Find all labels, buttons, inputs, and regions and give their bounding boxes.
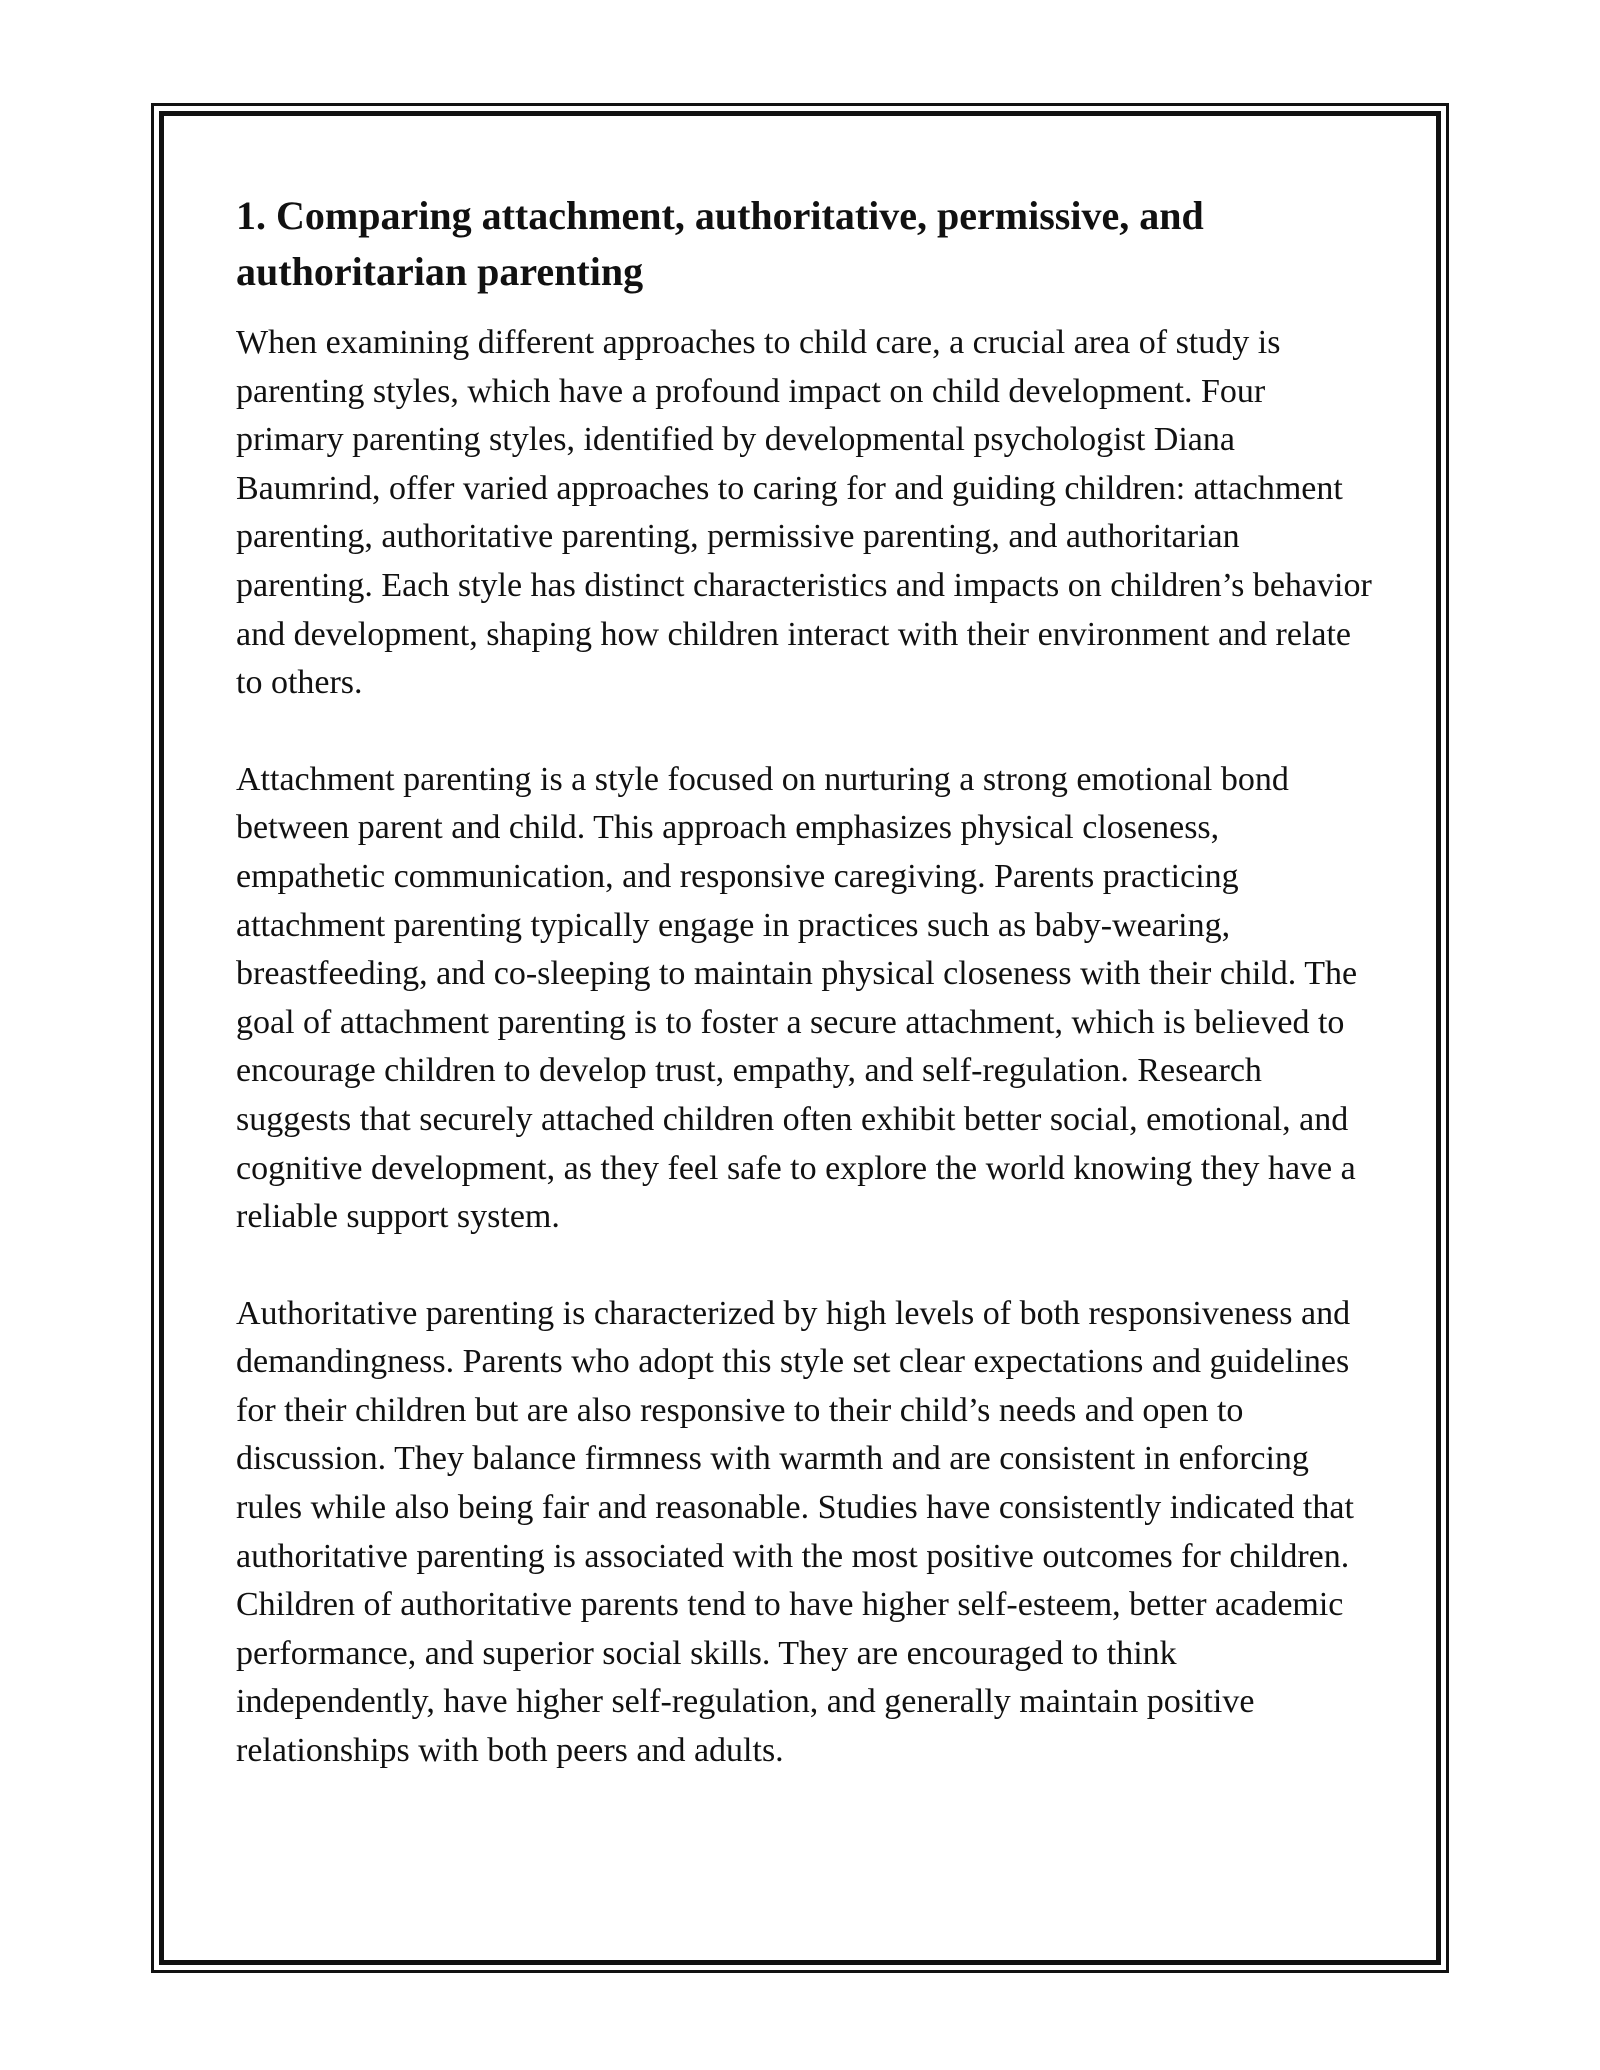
section-heading: 1. Comparing attachment, authoritative, permissive, and authoritarian parenting: [236, 193, 1204, 294]
paragraph-intro: When examining different approaches to child care, a crucial area of study is parenting styles, which have a profound impact on child development. Four primary parenting styles, identified by developmental psychologist Diana Baumrind, offer varied approaches to caring for and guiding children: attachment parenting, authoritative parenting, permissive parenting, and authoritarian parenting. Each style has distinct characteristics and impacts on children’s behavior and development, shaping how children interact with their environment and relate to others.: [236, 324, 1372, 702]
paragraph-attachment-parenting: Attachment parenting is a style focused on nurturing a strong emotional bond between parent and child. This approach emphasizes physical closeness, empathetic communication, and responsive caregiving. Parents practicing attachment parenting typically engage in practices such as baby-wearing, breastfeeding, and co-sleeping to maintain physical closeness with their child. The goal of attachment parenting is to foster a secure attachment, which is believed to encourage children to develop trust, empathy, and self-regulation. Research suggests that securely attached children often exhibit better social, emotional, and cognitive development, as they feel safe to explore the world knowing they have a reliable support system.: [236, 760, 1358, 1236]
paragraph-authoritative-parenting: Authoritative parenting is characterized by high levels of both responsiveness and demandingness. Parents who adopt this style set clear expectations and guidelines for their children but are also responsive to their child’s needs and open to discussion. They balance firmness with warmth and are consistent in enforcing rules while also being fair and reasonable. Studies have consistently indicated that authoritative parenting is associated with the most positive outcomes for children. Children of authoritative parents tend to have higher self-esteem, better academic performance, and superior social skills. They are encouraged to think independently, have higher self-regulation, and generally maintain positive relationships with both peers and adults.: [236, 1294, 1354, 1770]
page-content: [236, 188, 1376, 1776]
